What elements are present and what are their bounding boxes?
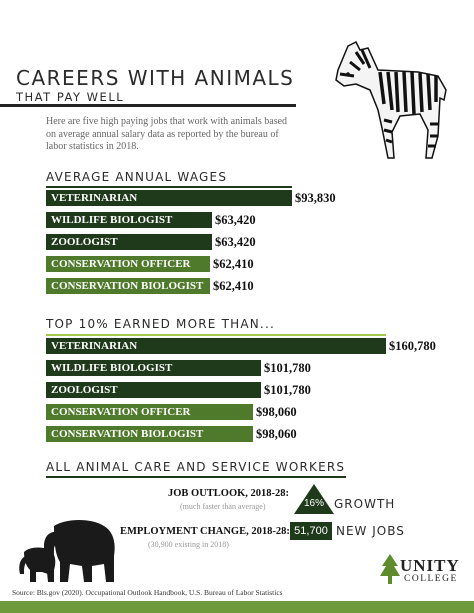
new-jobs-word: NEW JOBS <box>336 524 405 538</box>
bar-value-label: $101,780 <box>264 361 311 375</box>
job-outlook-label: JOB OUTLOOK, 2018-28: <box>168 488 290 499</box>
employment-change-label: EMPLOYMENT CHANGE, 2018-28: <box>120 526 290 537</box>
bar-conservation-biologist: CONSERVATION BIOLOGIST <box>46 278 210 294</box>
bar-conservation-officer: CONSERVATION OFFICER <box>46 404 253 420</box>
employment-change-value: 51,700 <box>290 522 332 540</box>
bar-conservation-biologist: CONSERVATION BIOLOGIST <box>46 426 253 442</box>
elephants-illustration <box>10 516 122 586</box>
bar-value-label: $62,410 <box>213 257 254 271</box>
logo-unity: UNITY <box>400 556 460 575</box>
page-title: CAREERS WITH ANIMALS <box>16 66 295 90</box>
bar-veterinarian: VETERINARIAN <box>46 190 292 206</box>
bar-value-label: $160,780 <box>389 339 436 353</box>
bar-value-label: $101,780 <box>264 383 311 397</box>
page-subtitle: THAT PAY WELL <box>16 90 125 104</box>
bar-veterinarian: VETERINARIAN <box>46 338 386 354</box>
job-outlook-subtext: (much faster than average) <box>180 502 266 511</box>
bar-value-label: $98,060 <box>256 427 297 441</box>
title-divider <box>0 104 296 107</box>
average-wages-title: AVERAGE ANNUAL WAGES <box>46 170 228 184</box>
logo-college: COLLEGE <box>404 574 458 584</box>
average-wages-rule <box>46 186 292 188</box>
bar-value-label: $93,830 <box>295 191 336 205</box>
footer-bar <box>0 601 474 613</box>
care-workers-title: ALL ANIMAL CARE AND SERVICE WORKERS <box>46 460 346 474</box>
bar-zoologist: ZOOLOGIST <box>46 234 212 250</box>
job-outlook-value: 16% <box>303 498 324 509</box>
bar-value-label: $63,420 <box>215 235 256 249</box>
intro-text: Here are five high paying jobs that work with animals based on average annual salary data as reported by the bureau of labor statistics in 2018. <box>46 116 288 152</box>
bar-wildlife-biologist: WILDLIFE BIOLOGIST <box>46 212 212 228</box>
bar-value-label: $62,410 <box>213 279 254 293</box>
employment-change-subtext: (30,900 existing in 2018) <box>148 540 229 549</box>
bar-zoologist: ZOOLOGIST <box>46 382 261 398</box>
growth-word: GROWTH <box>334 497 396 511</box>
bar-value-label: $98,060 <box>256 405 297 419</box>
source-citation: Source: Bls.gov (2020). Occupational Outlook Handbook, U.S. Bureau of Labor Statistics <box>12 588 283 597</box>
pine-tree-logo-icon <box>380 554 400 584</box>
bar-wildlife-biologist: WILDLIFE BIOLOGIST <box>46 360 261 376</box>
top-earners-rule <box>46 334 386 336</box>
bar-conservation-officer: CONSERVATION OFFICER <box>46 256 210 272</box>
bar-value-label: $63,420 <box>215 213 256 227</box>
top-earners-title: TOP 10% EARNED MORE THAN... <box>46 317 275 331</box>
zebra-illustration <box>326 40 454 160</box>
care-workers-rule <box>46 476 346 478</box>
